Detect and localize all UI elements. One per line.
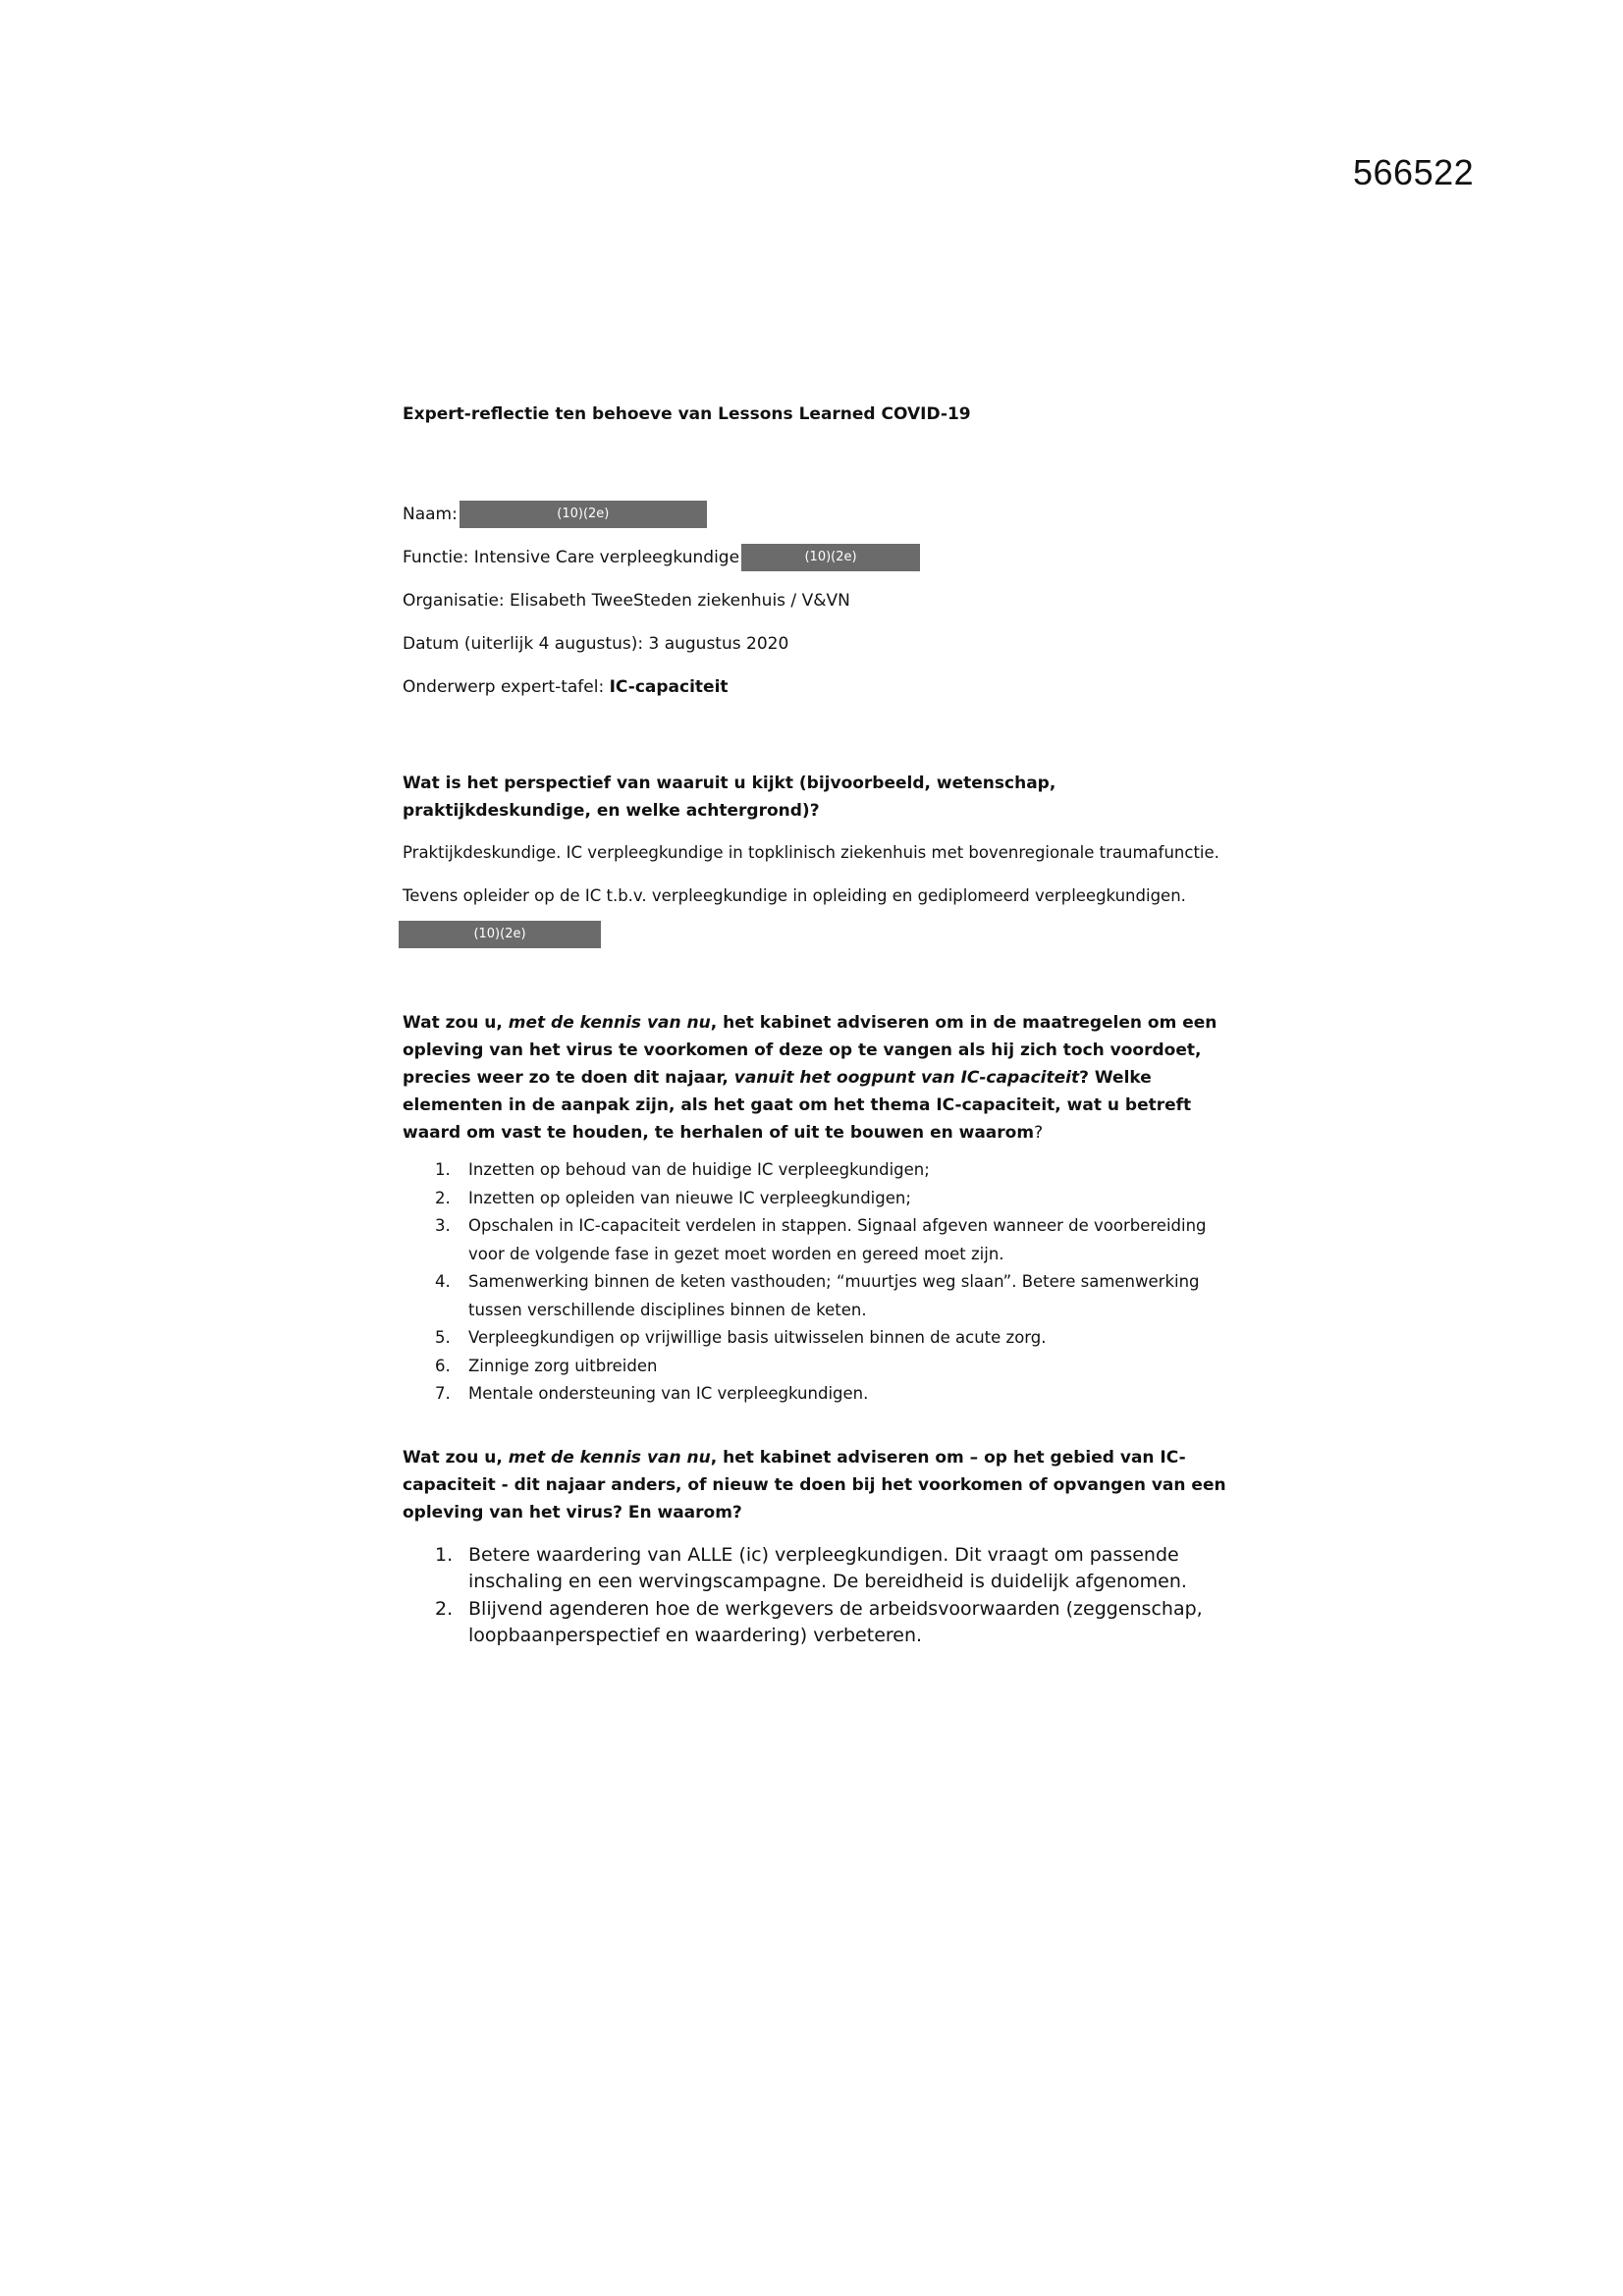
q2-part3: ? Welke elementen in de aanpak zijn, als het gaat om het thema IC-capaciteit, wat u betreft waard om vast te houden, te herhalen of uit te bouwen en waarom — [403, 1068, 1192, 1144]
list-item — [403, 1156, 1247, 1185]
list-number: 2. — [435, 1188, 451, 1207]
q2-part2: , het kabinet adviseren om in de maatregelen om een opleving van het virus te voorkomen of deze op te vangen als hij zich toch voordoet, precies weer zo te doen dit najaar, — [403, 1013, 1217, 1089]
meta-topic-line — [403, 666, 1247, 709]
list-item-text: Blijvend agenderen hoe de werkgevers de arbeidsvoorwaarden (zeggenschap, loopbaanperspectief en waardering) verbeteren. — [468, 1597, 1203, 1647]
list-number: 2. — [435, 1597, 454, 1620]
document-title: Expert-reflectie ten behoeve van Lessons Learned COVID-19 — [403, 404, 971, 424]
document-id: 566522 — [1353, 152, 1475, 192]
name-label: Naam: — [403, 505, 458, 525]
answer-perspective-1: Praktijkdeskundige. IC verpleegkundige in topklinisch ziekenhuis met bovenregionale traumafunctie. — [403, 843, 1219, 863]
question-new-approach — [403, 1444, 1247, 1526]
topic-value: IC-capaciteit — [609, 677, 729, 698]
function-redaction: (10)(2e) — [741, 544, 920, 571]
list-item — [403, 1212, 1247, 1268]
list-item-text: Mentale ondersteuning van IC verpleegkundigen. — [468, 1384, 869, 1404]
keep-measures-list — [403, 1156, 1247, 1409]
list-item-text: Inzetten op behoud van de huidige IC verpleegkundigen; — [468, 1160, 930, 1180]
document-body — [403, 400, 1247, 1650]
q3-part1: Wat zou u, — [403, 1447, 509, 1468]
meta-function-line — [403, 536, 1247, 579]
date-text: Datum (uiterlijk 4 augustus): 3 augustus 2020 — [403, 634, 789, 655]
name-redaction: (10)(2e) — [460, 501, 707, 528]
list-item-text: Betere waardering van ALLE (ic) verpleegkundigen. Dit vraagt om passende inschaling en een wervingscampagne. De bereidheid is duidelijk afgenomen. — [468, 1543, 1187, 1593]
question-perspective: Wat is het perspectief van waaruit u kijkt (bijvoorbeeld, wetenschap, praktijkdeskundige, en welke achtergrond)? — [403, 774, 1056, 822]
list-number: 3. — [435, 1216, 451, 1236]
list-item-text: Samenwerking binnen de keten vasthouden; “muurtjes weg slaan”. Betere samenwerking tussen verschillende disciplines binnen de keten. — [468, 1272, 1200, 1319]
block-redaction: (10)(2e) — [399, 921, 601, 948]
list-item-text: Zinnige zorg uitbreiden — [468, 1356, 658, 1375]
list-item-text: Inzetten op opleiden van nieuwe IC verpleegkundigen; — [468, 1188, 911, 1207]
new-approach-list — [403, 1542, 1247, 1650]
question-keep-measures — [403, 1009, 1247, 1147]
list-number: 1. — [435, 1160, 451, 1180]
q3-part2: , het kabinet adviseren om – op het gebied van IC-capaciteit - dit najaar anders, of nieuw te doen bij het voorkomen of opvangen van een opleving van het virus? En waarom? — [403, 1447, 1226, 1522]
topic-label: Onderwerp expert-tafel: — [403, 677, 610, 698]
meta-name-line — [403, 493, 1247, 536]
list-item — [403, 1542, 1247, 1596]
answer-perspective-2: Tevens opleider op de IC t.b.v. verpleegkundige in opleiding en gediplomeerd verpleegkundigen. — [403, 886, 1186, 906]
list-number: 4. — [435, 1272, 451, 1292]
list-item — [403, 1596, 1247, 1650]
organisation-text: Organisatie: Elisabeth TweeSteden ziekenhuis / V&VN — [403, 591, 850, 612]
list-number: 5. — [435, 1328, 451, 1348]
list-item-text: Verpleegkundigen op vrijwillige basis uitwisselen binnen de acute zorg. — [468, 1328, 1047, 1348]
q2-emphasis-2: vanuit het oogpunt van IC-capaciteit — [733, 1068, 1080, 1089]
meta-organisation-line — [403, 579, 1247, 622]
list-number: 1. — [435, 1543, 454, 1566]
list-item-text: Opschalen in IC-capaciteit verdelen in stappen. Signaal afgeven wanneer de voorbereiding voor de volgende fase in gezet moet worden en gereed moet zijn. — [468, 1216, 1207, 1263]
list-item — [403, 1324, 1247, 1353]
list-item — [403, 1353, 1247, 1381]
list-number: 6. — [435, 1356, 451, 1375]
q2-part4: ? — [1034, 1123, 1044, 1144]
function-label: Functie: Intensive Care verpleegkundige — [403, 548, 740, 568]
q3-emphasis-1: met de kennis van nu — [508, 1447, 711, 1468]
list-item — [403, 1380, 1247, 1409]
q2-emphasis-1: met de kennis van nu — [508, 1013, 711, 1034]
meta-block — [403, 493, 1247, 709]
list-number: 7. — [435, 1384, 451, 1404]
list-item — [403, 1268, 1247, 1324]
list-item — [403, 1185, 1247, 1213]
q2-part1: Wat zou u, — [403, 1013, 509, 1034]
meta-date-line — [403, 622, 1247, 666]
